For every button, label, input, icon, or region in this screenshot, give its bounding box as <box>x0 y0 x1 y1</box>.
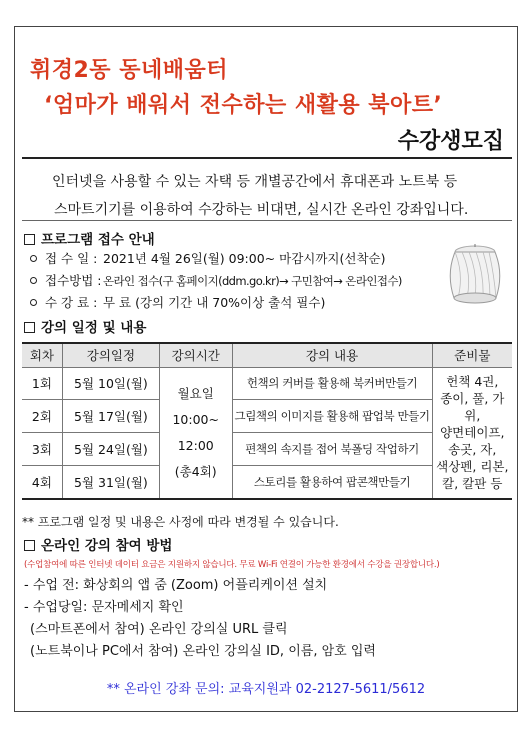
intro-box <box>22 157 512 221</box>
checkbox-icon <box>24 540 35 551</box>
registration-heading <box>24 228 155 248</box>
online-heading <box>24 534 172 554</box>
registration-method-value: 온라인 접수(구 홈페이지(ddm.go.kr)→ 구민참여→ 온라인접수) <box>103 274 402 288</box>
online-step-day: - 수업당일: 문자메세지 확인 <box>24 600 184 615</box>
bullet-icon <box>30 299 37 306</box>
time-day: 월요일 <box>177 385 214 401</box>
supply-line: 헌책 4권, <box>446 374 499 390</box>
registration-date-label: 접 수 일 : <box>45 251 98 266</box>
session-date: 5월 10일(월) <box>62 367 159 400</box>
intro-line-1: 인터넷을 사용할 수 있는 자택 등 개별공간에서 휴대폰과 노트북 등 <box>52 174 458 190</box>
time-total: (총4회) <box>174 463 217 479</box>
session-no: 4회 <box>22 465 62 499</box>
col-header-time: 강의시간 <box>159 343 232 367</box>
supply-line: 종이, 풀, 가위, <box>440 391 505 424</box>
schedule-heading-text: 강의 일정 및 내용 <box>41 320 147 336</box>
table-row <box>22 367 512 400</box>
recruitment-heading: 수강생모집 <box>397 129 504 154</box>
supply-line: 칼, 칼판 등 <box>442 476 503 492</box>
online-step-before: - 수업 전: 화상회의 앱 줌 (Zoom) 어플리케이션 설치 <box>24 578 328 593</box>
col-header-supplies: 준비물 <box>432 343 512 367</box>
session-content: 그림책의 이미지를 활용해 팝업북 만들기 <box>232 400 432 433</box>
col-header-date: 강의일정 <box>62 343 159 367</box>
registration-method <box>30 271 402 289</box>
registration-fee <box>30 293 325 311</box>
session-time <box>159 367 232 499</box>
bullet-icon <box>30 255 37 262</box>
online-step-smartphone: (스마트폰에서 참여) 온라인 강의실 URL 클릭 <box>30 622 288 637</box>
supply-line: 색상펜, 리본, <box>436 459 509 475</box>
paper-lantern-image <box>442 244 508 306</box>
supply-line: 송곳, 자, <box>448 442 497 458</box>
online-step-pc: (노트북이나 PC에서 참여) 온라인 강의실 ID, 이름, 암호 입력 <box>30 644 376 659</box>
schedule-table <box>22 342 512 500</box>
time-start: 10:00~ <box>172 411 219 427</box>
poster-title: 휘경2동 동네배움터 <box>30 58 228 83</box>
session-content: 편책의 속지를 접어 북폴딩 작업하기 <box>232 433 432 466</box>
contact-info: ** 온라인 강좌 문의: 교육지원과 02-2127-5611/5612 <box>106 682 426 697</box>
bullet-icon <box>30 277 37 284</box>
checkbox-icon <box>24 322 35 333</box>
registration-fee-value: 무 료 (강의 기간 내 70%이상 출석 필수) <box>103 295 326 310</box>
schedule-heading <box>24 316 146 336</box>
col-header-session: 회차 <box>22 343 62 367</box>
registration-fee-label: 수 강 료 : <box>45 295 98 310</box>
checkbox-icon <box>24 234 35 245</box>
session-date: 5월 31일(월) <box>62 465 159 499</box>
poster-subtitle: ‘엄마가 배워서 전수하는 새활용 북아트’ <box>44 93 443 118</box>
supplies-cell <box>432 367 512 499</box>
session-no: 2회 <box>22 400 62 433</box>
time-end: 12:00 <box>177 437 214 453</box>
session-date: 5월 17일(월) <box>62 400 159 433</box>
schedule-note: ** 프로그램 일정 및 내용은 사정에 따라 변경될 수 있습니다. <box>22 515 339 529</box>
session-no: 1회 <box>22 367 62 400</box>
intro-line-2: 스마트기기를 이용하여 수강하는 비대면, 실시간 온라인 강좌입니다. <box>54 202 469 218</box>
data-fee-warning: (수업참여에 따른 인터넷 데이터 요금은 지원하지 않습니다. 무료 Wi-Fi 연결이 가능한 환경에서 수강을 권장합니다.) <box>24 560 440 570</box>
registration-heading-text: 프로그램 접수 안내 <box>41 232 155 248</box>
registration-date <box>30 249 385 267</box>
session-no: 3회 <box>22 433 62 466</box>
session-content: 스토리를 활용하여 팝콘책만들기 <box>232 465 432 499</box>
table-header-row <box>22 343 512 367</box>
col-header-content: 강의 내용 <box>232 343 432 367</box>
session-content: 헌책의 커버를 활용해 북커버만들기 <box>232 367 432 400</box>
online-heading-text: 온라인 강의 참여 방법 <box>41 538 173 554</box>
registration-date-value: 2021년 4월 26일(월) 09:00~ 마감시까지(선착순) <box>103 251 386 266</box>
session-date: 5월 24일(월) <box>62 433 159 466</box>
supply-line: 양면테이프, <box>440 425 505 441</box>
registration-method-label: 접수방법 : <box>45 273 102 288</box>
